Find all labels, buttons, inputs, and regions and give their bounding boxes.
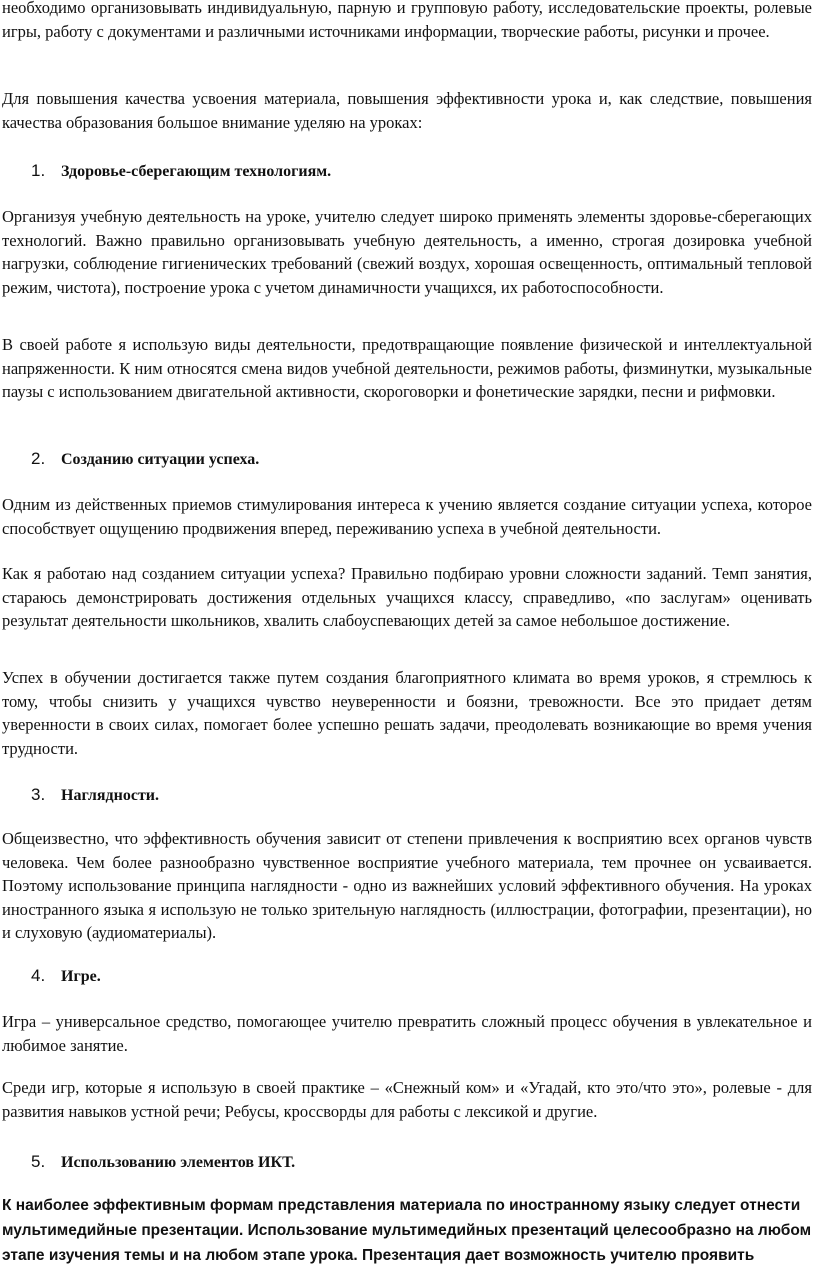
- section-number: 4.: [31, 966, 46, 985]
- section-4-paragraph-1: Игра – универсальное средство, помогающее учителю превратить сложный процесс обучения в увлекательное и любимое занятие.: [2, 1012, 812, 1055]
- section-title: Созданию ситуации успеха.: [61, 451, 260, 468]
- section-number: 5.: [31, 1152, 46, 1171]
- section-2-paragraph-2: Как я работаю над созданием ситуации успеха? Правильно подбираю уровни сложности заданий. Темп занятия, стараюсь демонстрировать достижения отдельных учащихся классу, справедливо, «по заслугам» оценивать результат деятельности школьников, хвалить слабоуспевающих детей за самое небольшое достижение.: [2, 564, 812, 630]
- section-title: Использованию элементов ИКТ.: [61, 1154, 296, 1171]
- section-1-paragraph-2: В своей работе я использую виды деятельности, предотвращающие появление физической и интеллектуальной напряженности. К ним относятся смена видов учебной деятельности, режимов работы, физминутки, музыкальные паузы с использованием двигательной активности, скороговорки и фонетические зарядки, песни и рифмовки.: [2, 335, 812, 401]
- section-title: Здоровье-сберегающим технологиям.: [61, 163, 332, 180]
- section-heading-4: [31, 965, 101, 988]
- section-2-paragraph-1: Одним из действенных приемов стимулирования интереса к учению является создание ситуации успеха, которое способствует ощущению продвижения вперед, переживанию успеха в учебной деятельности.: [2, 495, 812, 538]
- intro-paragraph-1: необходимо организовывать индивидуальную, парную и групповую работу, исследовательские проекты, ролевые игры, работу с документами и различными источниками информации, творческие работы, рисунки и прочее.: [2, 0, 812, 41]
- section-heading-1: [31, 160, 331, 183]
- section-2-paragraph-3: Успех в обучении достигается также путем создания благоприятного климата во время уроков, я стремлюсь к тому, чтобы снизить у учащихся чувство неуверенности и боязни, тревожности. Все это придает детям уверенности в своих силах, помогает более успешно решать задачи, преодолевать возникающие во время учения трудности.: [2, 668, 812, 758]
- section-heading-2: [31, 448, 259, 471]
- section-5-paragraph-1: К наиболее эффективным формам представления материала по иностранному языку следует отнести мультимедийные презентации. Использование мультимедийных презентаций целесообразно на любом этапе изучения темы и на любом этапе урока. Презентация дает возможность учителю проявить: [2, 1197, 812, 1264]
- section-heading-3: [31, 784, 159, 807]
- section-3-paragraph-1: Общеизвестно, что эффективность обучения зависит от степени привлечения к восприятию всех органов чувств человека. Чем более разнообразно чувственное восприятие учебного материала, тем прочнее он усваивается. Поэтому использование принципа наглядности - одно из важнейших условий эффективного обучения. На уроках иностранного языка я использую не только зрительную наглядность (иллюстрации, фотографии, презентации), но и слуховую (аудиоматериалы).: [2, 829, 812, 942]
- intro-paragraph-2: Для повышения качества усвоения материала, повышения эффективности урока и, как следствие, повышения качества образования большое внимание уделяю на уроках:: [2, 89, 812, 132]
- section-title: Наглядности.: [61, 787, 160, 804]
- section-4-paragraph-2: Среди игр, которые я использую в своей практике – «Снежный ком» и «Угадай, кто это/что это», ролевые - для развития навыков устной речи; Ребусы, кроссворды для работы с лексикой и другие.: [2, 1078, 812, 1121]
- section-heading-5: [31, 1151, 295, 1174]
- section-title: Игре.: [61, 968, 101, 985]
- section-number: 1.: [31, 161, 46, 180]
- section-number: 3.: [31, 785, 46, 804]
- section-number: 2.: [31, 449, 46, 468]
- section-1-paragraph-1: Организуя учебную деятельность на уроке, учителю следует широко применять элементы здоровье-сберегающих технологий. Важно правильно организовывать учебную деятельность, а именно, строгая дозировка учебной нагрузки, соблюдение гигиенических требований (свежий воздух, хорошая освещенность, оптимальный тепловой режим, чистота), построение урока с учетом динамичности учащихся, их работоспособности.: [2, 207, 812, 297]
